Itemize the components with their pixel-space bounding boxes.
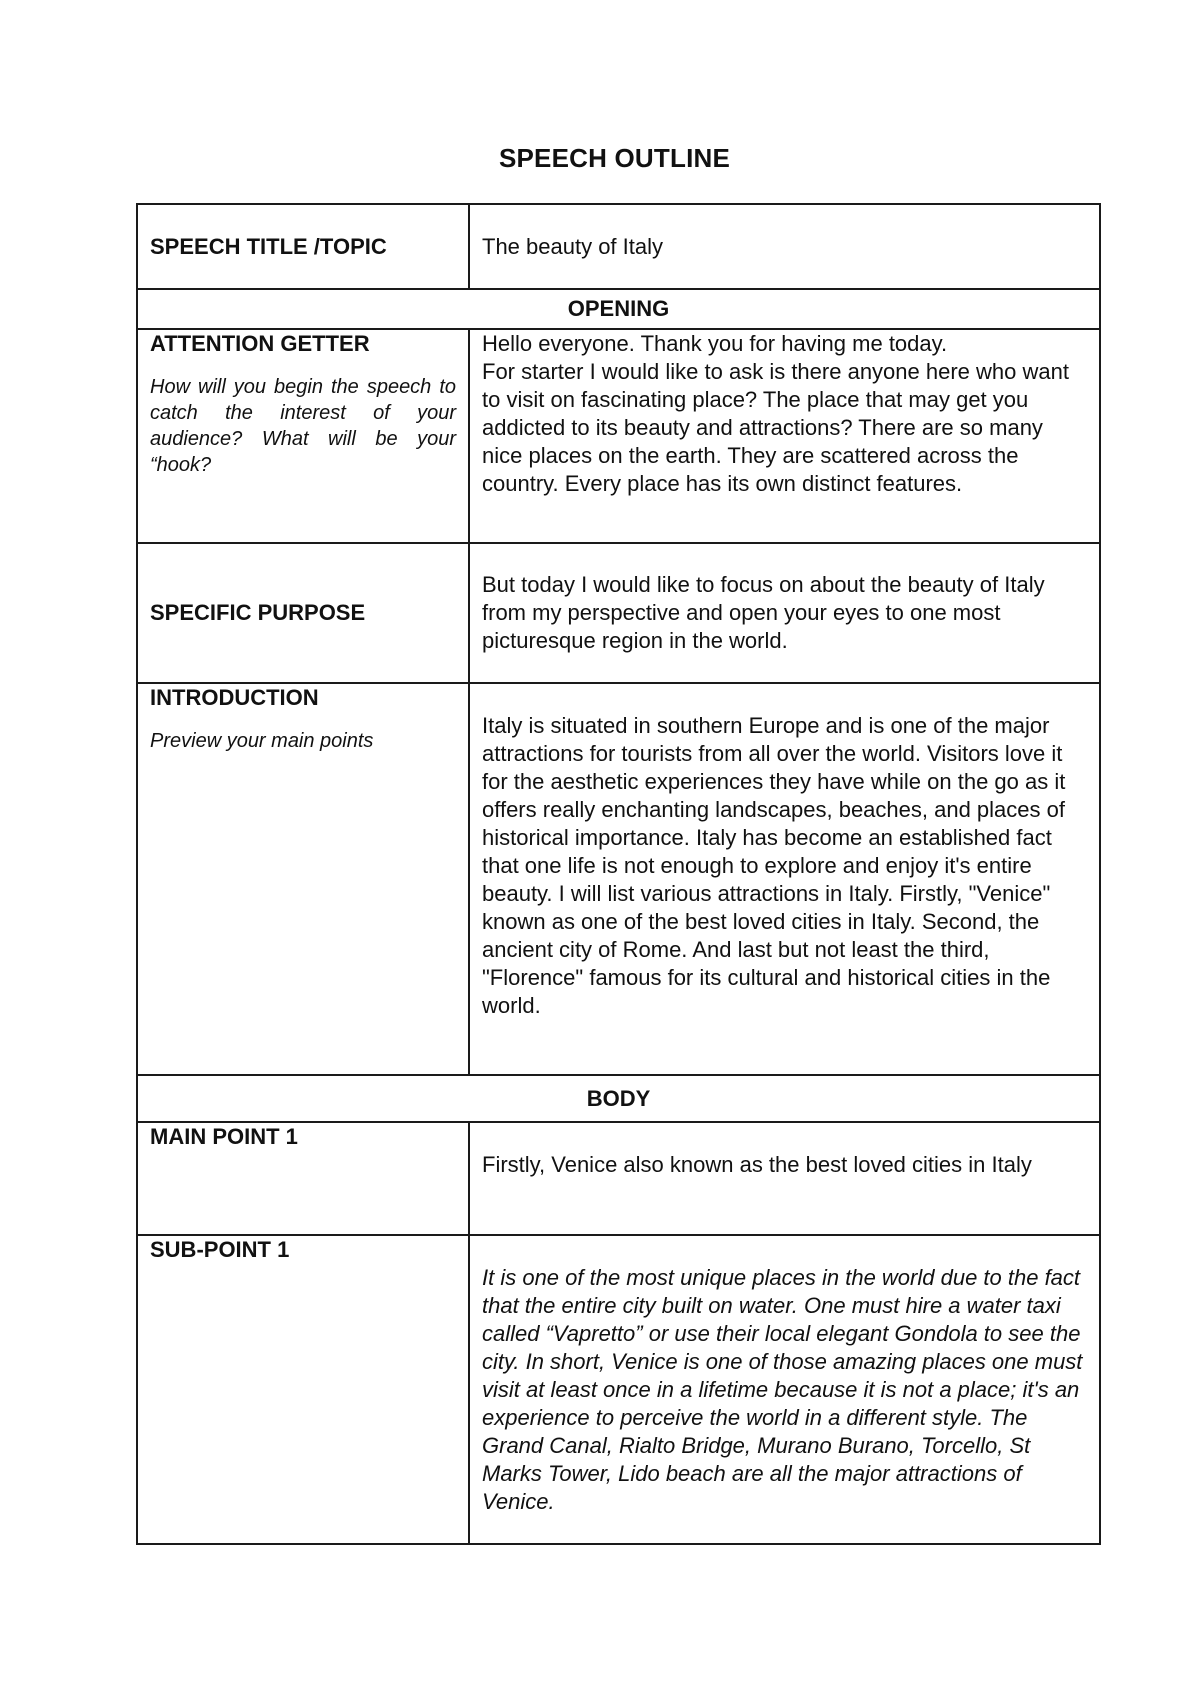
label-cell: [137, 204, 469, 289]
topic-value: The beauty of Italy: [482, 233, 663, 259]
purpose-value: But today I would like to focus on about the beauty of Italy from my perspective and open your eyes to one most picturesque region in the world.: [482, 572, 1045, 653]
label-cell: [137, 1235, 469, 1544]
speech-outline-table: [136, 203, 1101, 1545]
label-cell: [137, 1122, 469, 1235]
value-cell: [469, 543, 1100, 683]
row-introduction: [137, 683, 1100, 1075]
sub-point-1-label: SUB-POINT 1: [150, 1237, 290, 1262]
row-specific-purpose: [137, 543, 1100, 683]
label-cell: [137, 329, 469, 543]
section-heading-opening: OPENING: [137, 289, 1100, 329]
value-cell: [469, 204, 1100, 289]
attention-line-2: For starter I would like to ask is there anyone here who want to visit on fascinating place? The place that may get you addicted to its beauty and attractions? There are so many nice places on the earth. They are scattered across the country. Every place has its own distinct features.: [482, 359, 1069, 496]
introduction-hint: Preview your main points: [150, 730, 374, 752]
label-cell: [137, 543, 469, 683]
section-heading-body: BODY: [137, 1075, 1100, 1122]
value-cell: [469, 329, 1100, 543]
page-title: SPEECH OUTLINE: [498, 143, 731, 173]
introduction-label: INTRODUCTION: [150, 685, 319, 710]
purpose-label: SPECIFIC PURPOSE: [150, 600, 366, 625]
main-point-1-value: Firstly, Venice also known as the best loved cities in Italy: [482, 1152, 1032, 1177]
value-cell: [469, 1235, 1100, 1544]
label-cell: [137, 683, 469, 1075]
topic-label: SPEECH TITLE /TOPIC: [150, 233, 387, 259]
value-cell: [469, 683, 1100, 1075]
row-sub-point-1: [137, 1235, 1100, 1544]
value-cell: [469, 1122, 1100, 1235]
row-attention-getter: [137, 329, 1100, 543]
attention-line-1: Hello everyone. Thank you for having me today.: [482, 331, 948, 356]
introduction-value: Italy is situated in southern Europe and is one of the major attractions for tourists from all over the world. Visitors love it for the aesthetic experiences they have while on the go as it offers really enchanting landscapes, beaches, and places of historical importance. Italy has become an established fact that one life is not enough to explore and enjoy it's entire beauty. I will list various attractions in Italy. Firstly, "Venice" known as one of the best loved cities in Italy. Second, the ancient city of Rome. And last but not least the third, "Florence" famous for its cultural and historical cities in the world.: [482, 713, 1066, 1018]
attention-hint: How will you begin the speech to catch the interest of your audience? What will be your “hook?: [150, 376, 456, 476]
section-opening: [137, 289, 1100, 329]
sub-point-1-value: It is one of the most unique places in the world due to the fact that the entire city built on water. One must hire a water taxi called “Vapretto” or use their local elegant Gondola to see the city. In short, Venice is one of those amazing places one must visit at least once in a lifetime because it is not a place; it's an experience to perceive the world in a different style. The Grand Canal, Rialto Bridge, Murano Burano, Torcello, St Marks Tower, Lido beach are all the major attractions of Venice.: [482, 1265, 1083, 1514]
attention-label: ATTENTION GETTER: [150, 331, 370, 356]
section-body: [137, 1075, 1100, 1122]
row-main-point-1: [137, 1122, 1100, 1235]
main-point-1-label: MAIN POINT 1: [150, 1124, 298, 1149]
row-topic: [137, 204, 1100, 289]
